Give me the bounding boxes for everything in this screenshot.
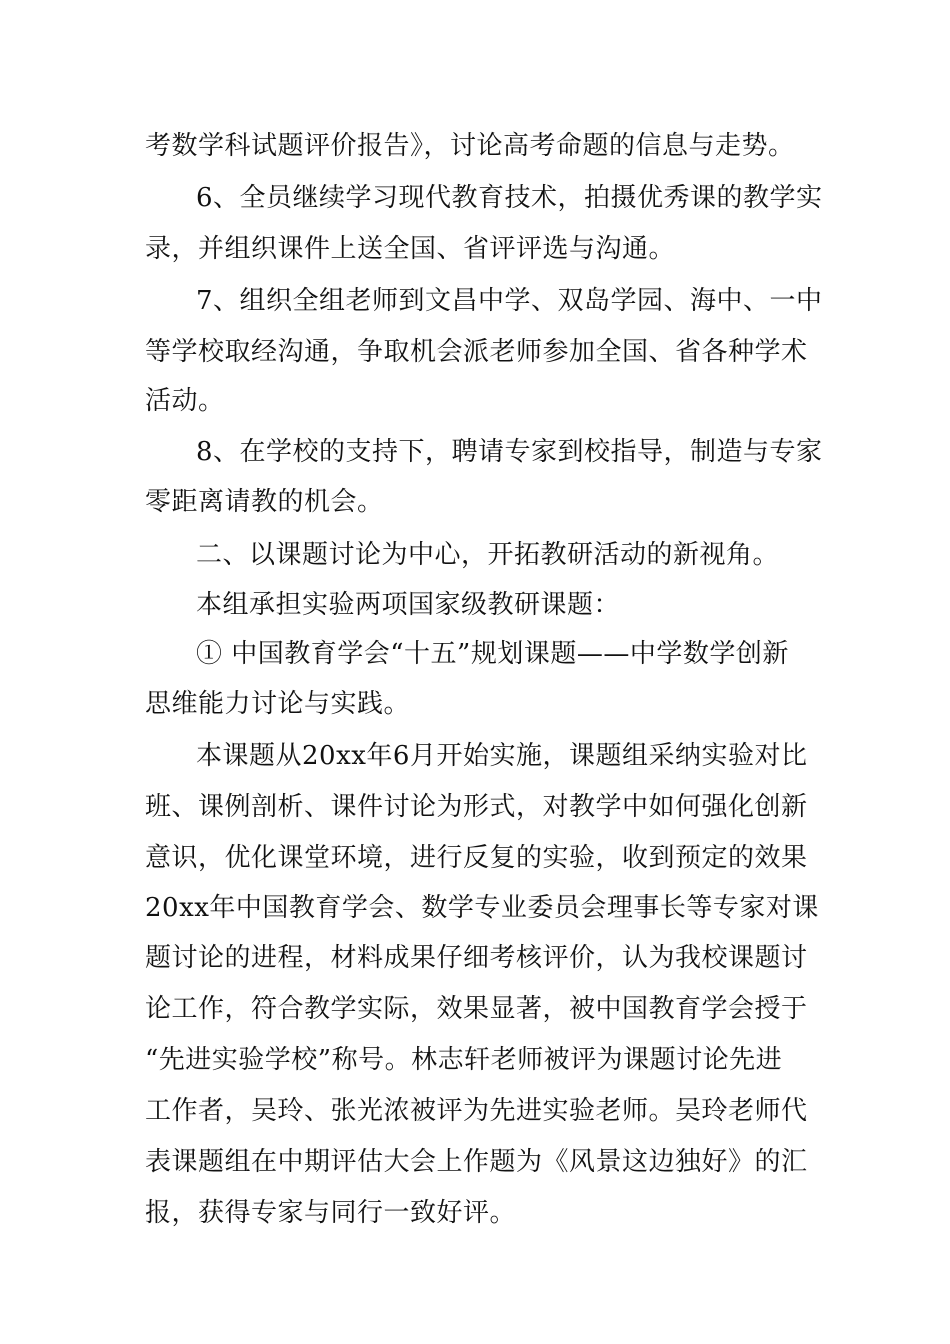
text-line: 本组承担实验两项国家级教研课题： — [196, 590, 621, 620]
text-line: 思维能力讨论与实践。 — [145, 689, 411, 719]
text-line: 考数学科试题评价报告》，讨论高考命题的信息与走势。 — [145, 131, 795, 161]
text-line: 7、组织全组老师到文昌中学、双岛学园、海中、一中 — [196, 286, 823, 316]
text-line: 报，获得专家与同行一致好评。 — [145, 1198, 517, 1228]
text-line: 论工作，符合教学实际，效果显著，被中国教育学会授于 — [145, 994, 808, 1024]
text-line: 8、在学校的支持下，聘请专家到校指导，制造与专家 — [196, 437, 823, 467]
text-line: 表课题组在中期评估大会上作题为《风景这边独好》的汇 — [145, 1147, 808, 1177]
text-line: 意识，优化课堂环境，进行反复的实验，收到预定的效果 — [145, 843, 808, 873]
text-line: 班、课例剖析、课件讨论为形式，对教学中如何强化创新 — [145, 792, 808, 822]
text-line: 本课题从20xx年6月开始实施，课题组采纳实验对比 — [196, 741, 808, 771]
text-line: 零距离请教的机会。 — [145, 487, 384, 517]
text-line: 等学校取经沟通，争取机会派老师参加全国、省各种学术 — [145, 337, 808, 367]
text-line: 二、以课题讨论为中心，开拓教研活动的新视角。 — [196, 540, 780, 570]
text-line: 20xx年中国教育学会、数学专业委员会理事长等专家对课 — [145, 893, 819, 923]
text-line: 题讨论的进程，材料成果仔细考核评价，认为我校课题讨 — [145, 943, 808, 973]
text-line: 工作者，吴玲、张光浓被评为先进实验老师。吴玲老师代 — [145, 1096, 808, 1126]
text-line: “先进实验学校”称号。林志轩老师被评为课题讨论先进 — [145, 1045, 783, 1075]
text-line: 6、全员继续学习现代教育技术，拍摄优秀课的教学实 — [196, 183, 823, 213]
text-line: ① 中国教育学会“十五”规划课题——中学数学创新 — [196, 639, 789, 669]
text-line: 活动。 — [145, 386, 225, 416]
text-line: 录，并组织课件上送全国、省评评选与沟通。 — [145, 234, 676, 264]
